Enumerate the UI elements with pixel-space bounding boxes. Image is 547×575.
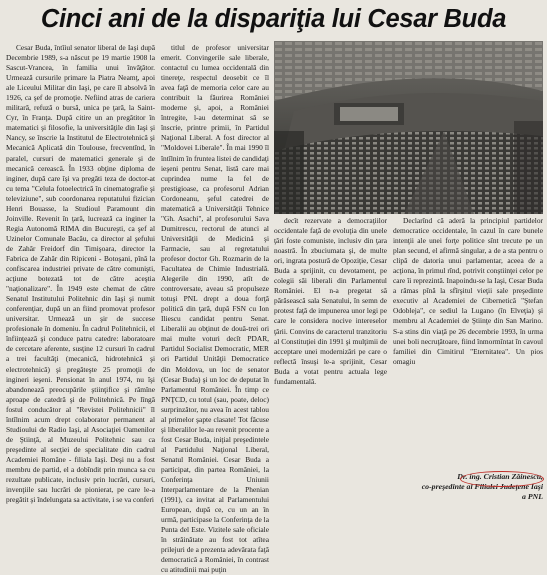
- column-2-text: titlul de profesor universitar emerit. Convingerile sale liberale, contactul cu lumea occidentală din tinereţe, respectul deosebit ce îl avea faţă de memoria celor care au contribuit la făurirea României moderne şi, apoi, a României întregite, l-au determinat să se înscrie, printre primii, în Partidul Naţional Liberal. A fost director al "Moldovei Liberale". În mai 1990 îl întîlnim în fruntea listei de candidaţi ieşeni pentru Senat, listă care mai cuprindea nume la fel de prestigioase, ca profesorul Adrian Cordoneanu, şeful catedrei de matematică a Universităţii Tehnice "Gh. Asachi", al profesorului Sava Dumitrescu, rectorul de atunci al Universităţii de Medicină şi Farmacie, sau al regretatului profesor doctor Gh. Rozmarin de la Facultatea de Chimie Industrială. Alegerile din 1990, atît de controversate, aveau să propulseze totuşi PNL drept a doua forţă politică din ţară, după FSN cu Ion Iliescu candidat pentru Senat. Liberalii au obţinut de două-trei ori mai multe voturi decît PDAR, Partidul Socialist Democratic, MER ori Partidul Unităţii Democratice din Moldova, un loc de senator (Cesar Buda) şi un loc de deputat în Parlamentul României. În timp ce PNŢCD, cu totul (sau, poate, deloc) surprinzător, nu avea în acest tablou al primelor şapte clasate! Tot făcuse şi liberalilor le-au revenit procente a fost Cesar Buda, iniţial preşedintele al Partidului Naţional Liberal, Senatul României. Cesar Buda a participat, din partea României, la Conferinţa Uniunii Interparlamentare de la Phenian (1991), ca invitat al Parlamentului European, după ce, cu un an în urmă, participase la Conferinţa de la Punta del Este. Vizitele sale oficiale în străinătate au fost tot atîtea prilejuri de a prezenta adevărata faţă democratică a României, în contrast cu atitudinii mai puţin: [161, 43, 269, 575]
- parliament-chamber-photo: [274, 41, 543, 214]
- column-4-text: Declarînd că aderă la principiul partidelor democratice occidentale, în cazul în care bunele intenţii ale unei forţe politice sînt trecute pe un plan secund, el afirmă singular, a de a sta pentru o clipă de datoria unui parlamentar, aceea de a acţiona, în primul rînd, potrivit conştiinţei celor pe care îi reprezintă. Inapoindu-se la Iaşi, Cesar Buda a rămas pînă la sfîrşitul vieţii sale preşedinte executiv al Academiei de Cibernetică "Ştefan Odobleja", ce sediul la Lugano (în Elveţia) şi membru al Academiei de Ştiinţe din San Marino. S-a stins din viaţă pe 26 decembrie 1993, în urma unei boli necruţătoare, fiind înmormîntat în cavoul familiei din Cimitirul "Eternitatea". Un pios omagiu: [393, 216, 543, 366]
- column-1-text: Cesar Buda, întîiul senator liberal de Iaşi după Decembrie 1989, s-a născut pe 19 martie 1908 la Sascut-Vrancea, în familia unui învăţător. Urmează cursurile primare la Piatra Neamţ, apoi ale Liceului Militar din Iaşi, pe care îl absolvă în 1926, ca şef de promoţie. Nefiind atras de cariera militară, refuză o bursă, unica pe ţară, la Saint-Cyr, în Franţa. După citire un an pregătitor în matematici şi filosofie, la universităţile din Iaşi şi Nancy, se înscrie la Institutul de Electrotehnică şi Mecanică Aplicată din Toulouse, frecventînd, în paralel, cursuri de matematici generale şi de mecanică cerească. În 1933 obţine diploma de inginer, după care îşi va pregăti teza de doctor-at cu tema "Celula fotoelectrică în cinematografie şi televiziune", sub coordonarea reputatului fizician Henri Bouasse, la Studioul Paramount din Joinville. Revenit în ţară, lucrează ca inginer la Regia Autonomă RIMA din Bucureşti, ca şef al Uzinelor Comunale Bacău, ca director al şefului de Zahăr Freidorf din Timişoara, director la Fabrica de Zahăr din Ripiceni - Botoşani, pînă la confiscarea industriei private de către comunişti, acţiune botezată tot de către aceştia "naţionalizare". În 1949 este chemat de către Senatul Institutului Politehnic din Iaşi şi numit conferenţiar, după un an fiind promovat profesor universitar. Urmează un şir de succese profesionale în domeniu. În cadrul Politehnicii, el înfiinţează şi conduce patru catedre: laboratoare de cercetare aferente, susţine 12 cursuri în cadrul a trei facultăţi (mecanică, hidrotehnică şi electrotehnică) şi pregăteşte 25 promoţii de ingineri ieşeni. Pensionat în anul 1974, nu îşi abandonează preocupările ştiinţifice şi rămîne aproape de catedră şi de Politehnică. Pe lîngă fostul conducător al "Revistei Politehnicii" îl întîlnim acum drept colaborator permanent al Studioului de Radio Iaşi, al Asociaţiei Oamenilor de Ştiinţă, al Muzeului Politehnic sau ca preşedinte al secţiei de specialitate din cadrul Academiei Române - filiala Iaşi. Deşi nu a fost membru de partid, el a dobîndit prin munca sa cu rezultate publicate, inclusiv prin lucrări, cursuri, invenţiile sau lucrări de pionierat, pe care le-a pregătit şi îndelungata sa activitate, i se va conferi: [6, 43, 155, 505]
- signature-name: Dr. ing. Cristian Zăinescu,: [457, 472, 543, 481]
- article-column-2: [161, 43, 269, 575]
- article-column-1: [6, 43, 155, 521]
- handwritten-circle-mark: [460, 471, 544, 487]
- signature-party: a PNL: [521, 492, 543, 501]
- article-column-3: [274, 216, 387, 508]
- signature-role: co-preşedinte al Filialei Judeţene Iaşi: [421, 482, 543, 491]
- parliament-chamber-image: [274, 41, 543, 214]
- article-column-4: [393, 216, 543, 466]
- column-3-text: decît rezervate a democraţiilor occidentale faţă de evoluţia din unele ţări foste comuniste, inclusiv din ţara noastră. În zbuciumata şi, de multe ori, ingrata postură de Opoziţie, Cesar Buda a sprijinit, cu devotament, pe colegii săi liberali din Parlamentul României. El n-a pregetat să părăsească sala Senatului, în semn de protest faţă de impunerea unor legi pe care le considera nocive intereselor ţării. Convins de caracterul tranzitoriu al Constituţiei din 1991 şi mulţimii de acceptare unei modernizări pe care o reflectă însuşi le-a sprijinit, Cesar Buda a votat pentru actuala lege fundamentală.: [274, 216, 387, 386]
- article-headline: Cinci ani de la dispariţia lui Cesar Buda: [40, 5, 507, 33]
